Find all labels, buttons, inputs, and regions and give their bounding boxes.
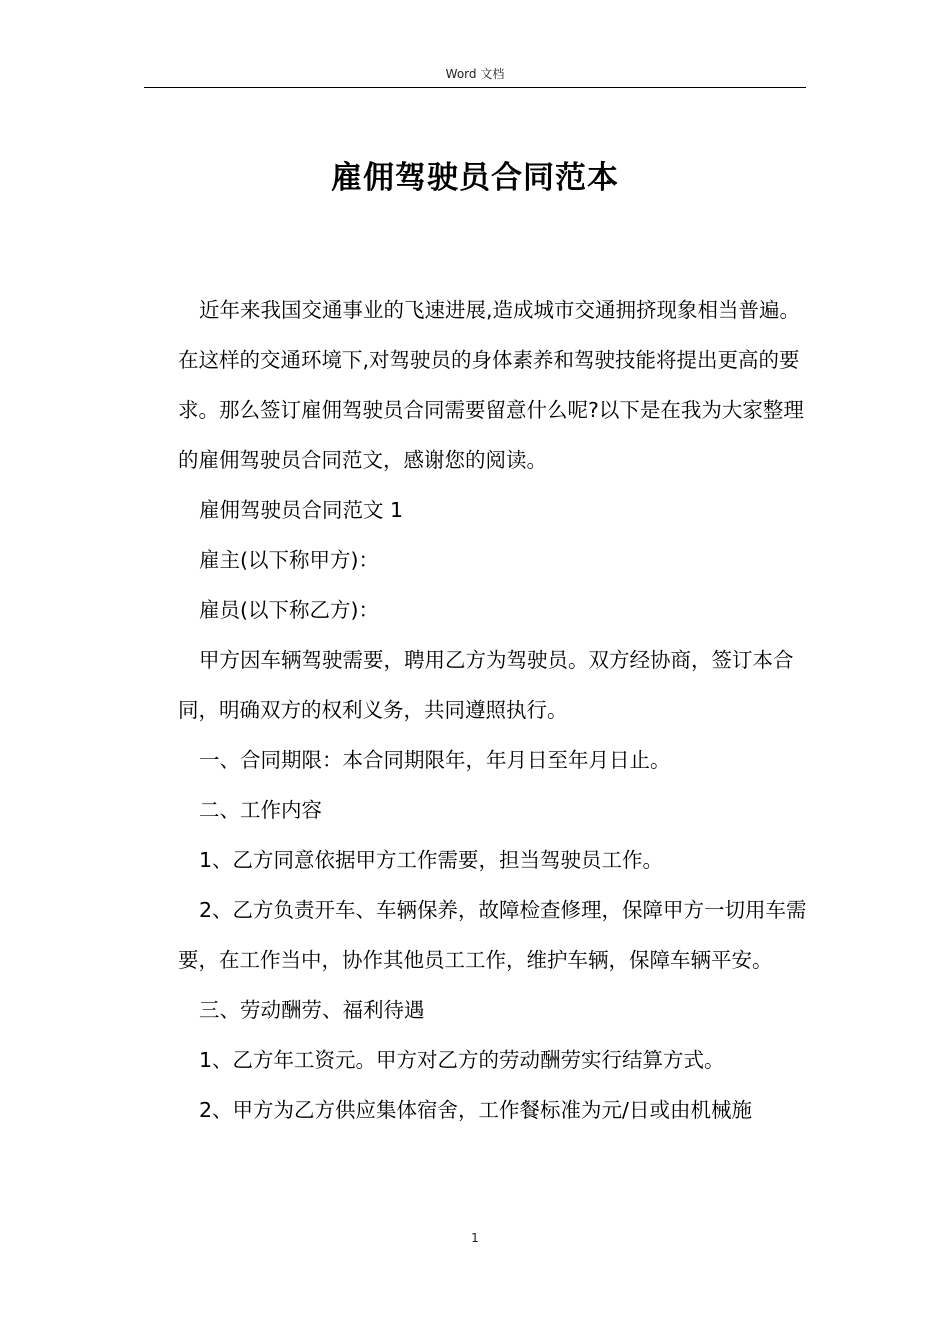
- paragraph-pay-2: 2、甲方为乙方供应集体宿舍，工作餐标准为元/日或由机械施: [199, 1098, 752, 1122]
- paragraph-section-work: 二、工作内容: [199, 798, 322, 822]
- paragraph-work-1: 1、乙方同意依据甲方工作需要，担当驾驶员工作。: [199, 848, 664, 872]
- document-body: [178, 285, 808, 1135]
- paragraph-work-2: 2、乙方负责开车、车辆保养，故障检查修理，保障甲方一切用车需要，在工作当中，协作其他员工工作，维护车辆，保障车辆平安。: [178, 898, 807, 972]
- page-number: 1: [471, 1231, 479, 1245]
- paragraph-term: 一、合同期限：本合同期限年，年月日至年月日止。: [199, 748, 671, 772]
- paragraph-sample-heading: 雇佣驾驶员合同范文 1: [199, 498, 404, 522]
- document-title: 雇佣驾驶员合同范本: [331, 160, 619, 196]
- header-divider: [144, 87, 806, 88]
- page-header: Word 文档: [445, 67, 505, 81]
- paragraph-section-pay: 三、劳动酬劳、福利待遇: [199, 998, 425, 1022]
- paragraph-preamble: 甲方因车辆驾驶需要，聘用乙方为驾驶员。双方经协商，签订本合同，明确双方的权利义务，共同遵照执行。: [178, 648, 794, 722]
- paragraph-intro: 近年来我国交通事业的飞速进展,造成城市交通拥挤现象相当普遍。在这样的交通环境下,对驾驶员的身体素养和驾驶技能将提出更高的要求。那么签订雇佣驾驶员合同需要留意什么呢?以下是在我为大家整理的雇佣驾驶员合同范文，感谢您的阅读。: [178, 298, 804, 472]
- paragraph-employee: 雇员(以下称乙方)：: [199, 598, 379, 622]
- paragraph-pay-1: 1、乙方年工资元。甲方对乙方的劳动酬劳实行结算方式。: [199, 1048, 725, 1072]
- paragraph-employer: 雇主(以下称甲方)：: [199, 548, 379, 572]
